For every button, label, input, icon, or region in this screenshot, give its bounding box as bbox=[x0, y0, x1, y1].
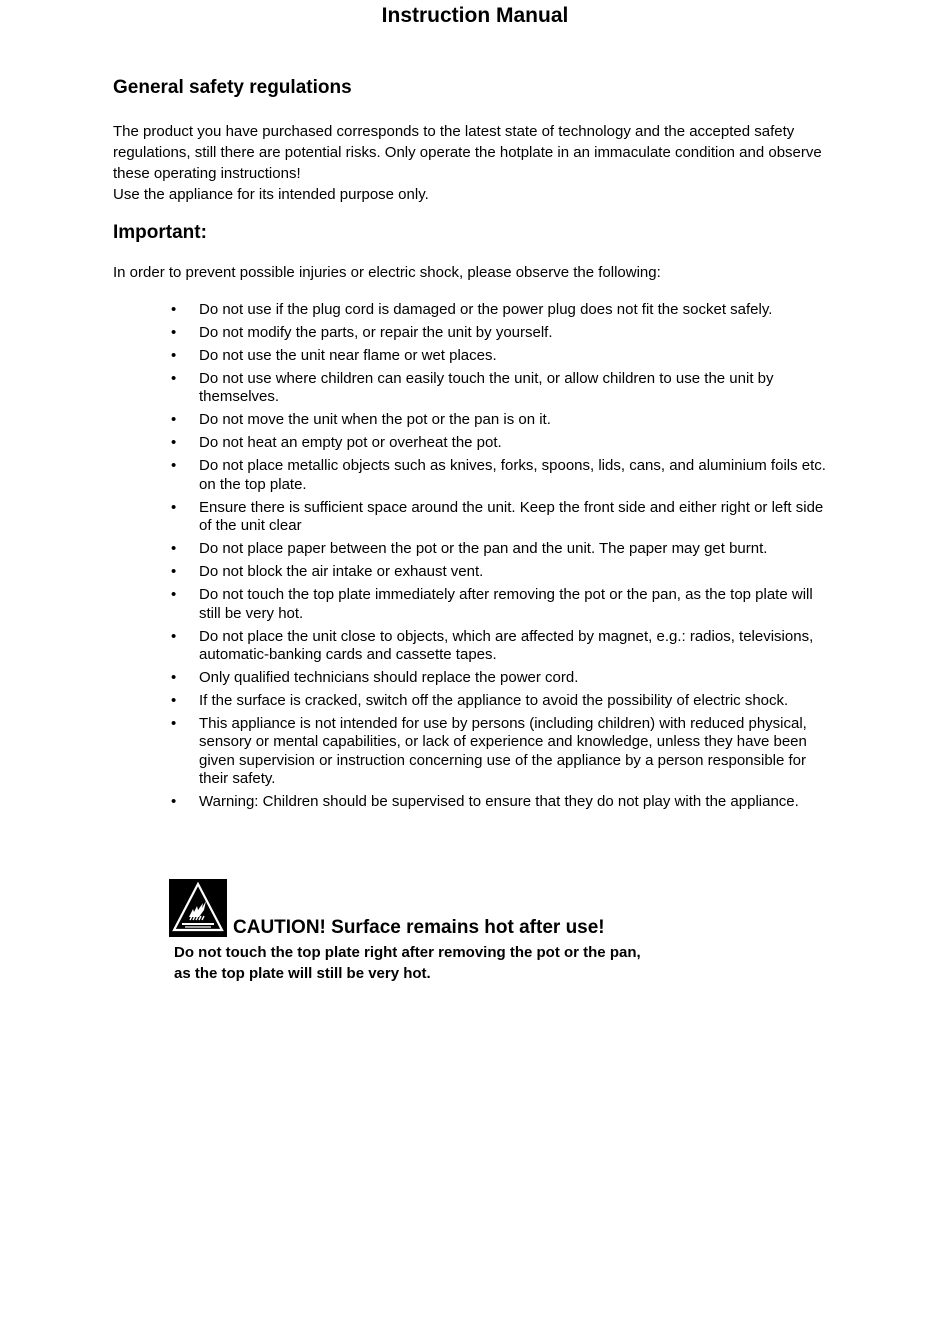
list-item-text: Do not block the air intake or exhaust vent. bbox=[199, 563, 484, 581]
bullet-icon: • bbox=[171, 715, 177, 733]
list-item bbox=[0, 540, 829, 558]
bullet-icon: • bbox=[171, 540, 177, 558]
list-item bbox=[0, 347, 829, 365]
list-item-text: Do not use the unit near flame or wet places. bbox=[199, 347, 497, 364]
list-item-text: Do not place the unit close to objects, which are affected by magnet, e.g.: radios, televisions, automatic-banking cards and cassette tapes. bbox=[199, 627, 814, 664]
page-title: Instruction Manual bbox=[381, 4, 569, 27]
list-item-text: Do not place metallic objects such as knives, forks, spoons, lids, cans, and aluminium foils etc. on the top plate. bbox=[199, 457, 826, 493]
bullet-icon: • bbox=[171, 370, 177, 387]
list-item-text: Warning: Children should be supervised to ensure that they do not play with the appliance. bbox=[199, 793, 799, 811]
list-item-text: Do not move the unit when the pot or the pan is on it. bbox=[199, 411, 551, 429]
list-item-text: Only qualified technicians should replace the power cord. bbox=[199, 669, 579, 687]
list-item bbox=[0, 669, 829, 687]
bullet-icon: • bbox=[171, 586, 177, 604]
bullet-icon: • bbox=[171, 563, 177, 581]
bullet-icon: • bbox=[171, 793, 177, 811]
list-item bbox=[0, 499, 829, 536]
bullet-icon: • bbox=[171, 434, 177, 452]
bullet-icon: • bbox=[171, 627, 177, 645]
list-item-text: Do not place paper between the pot or the pan and the unit. The paper may get burnt. bbox=[199, 540, 768, 558]
list-item-text: Do not heat an empty pot or overheat the pot. bbox=[199, 434, 502, 452]
list-item bbox=[0, 793, 829, 811]
general-safety-text bbox=[113, 121, 833, 205]
list-item bbox=[0, 563, 829, 581]
intended-use-paragraph: Use the appliance for its intended purpose only. bbox=[113, 186, 429, 203]
safety-instructions-list bbox=[0, 301, 950, 816]
list-item bbox=[0, 324, 829, 342]
list-item-text: Do not touch the top plate immediately after removing the pot or the pan, as the top plate will still be very hot. bbox=[199, 586, 813, 622]
list-item bbox=[0, 692, 829, 710]
list-item-text: If the surface is cracked, switch off the appliance to avoid the possibility of electric shock. bbox=[199, 692, 789, 710]
bullet-icon: • bbox=[171, 669, 177, 687]
list-item-text: This appliance is not intended for use by persons (including children) with reduced physical, sensory or mental capabilities, or lack of experience and knowledge, unless they have been given supervision or instruction concerning use of the appliance by a person responsible for their safety. bbox=[199, 715, 807, 788]
bullet-icon: • bbox=[171, 457, 177, 475]
caution-text bbox=[174, 942, 714, 984]
general-safety-heading: General safety regulations bbox=[113, 77, 352, 98]
caution-line: Do not touch the top plate right after removing the pot or the pan, bbox=[174, 944, 641, 961]
bullet-icon: • bbox=[171, 498, 177, 516]
important-intro: In order to prevent possible injuries or electric shock, please observe the following: bbox=[113, 264, 661, 281]
bullet-icon: • bbox=[171, 301, 177, 318]
list-item bbox=[0, 370, 829, 407]
list-item bbox=[0, 586, 829, 623]
bullet-icon: • bbox=[171, 324, 177, 341]
hot-surface-warning-icon bbox=[169, 879, 227, 937]
list-item-text: Ensure there is sufficient space around the unit. Keep the front side and either right or left side of the unit clear bbox=[199, 498, 824, 535]
general-safety-paragraph: The product you have purchased corresponds to the latest state of technology and the accepted safety regulations, still there are potential risks. Only operate the hotplate in an immaculate condition and observe these operating instructions! bbox=[113, 123, 822, 182]
list-item bbox=[0, 628, 829, 665]
list-item bbox=[0, 301, 829, 319]
list-item bbox=[0, 411, 829, 429]
bullet-icon: • bbox=[171, 347, 177, 364]
list-item bbox=[0, 715, 829, 789]
list-item-text: Do not use if the plug cord is damaged or the power plug does not fit the socket safely. bbox=[199, 301, 773, 318]
bullet-icon: • bbox=[171, 692, 177, 710]
caution-line: as the top plate will still be very hot. bbox=[174, 965, 431, 982]
list-item bbox=[0, 434, 829, 452]
list-item bbox=[0, 457, 829, 494]
list-item-text: Do not use where children can easily touch the unit, or allow children to use the unit by themselves. bbox=[199, 370, 774, 406]
bullet-icon: • bbox=[171, 411, 177, 429]
caution-heading: CAUTION! Surface remains hot after use! bbox=[233, 917, 605, 938]
important-heading: Important: bbox=[113, 222, 207, 243]
list-item-text: Do not modify the parts, or repair the unit by yourself. bbox=[199, 324, 553, 341]
